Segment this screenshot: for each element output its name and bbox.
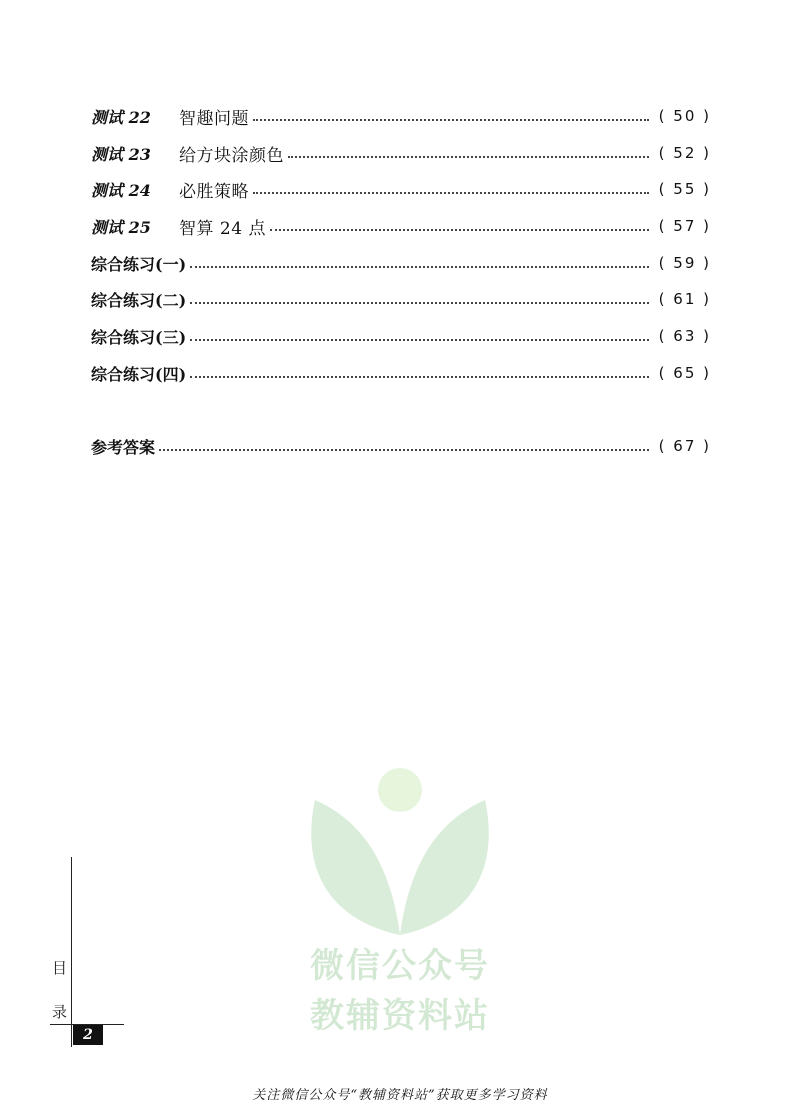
toc-entry-label: 测试 22	[91, 107, 151, 127]
toc-entry-page: ( 50 )	[658, 107, 711, 125]
dot-leader	[159, 449, 649, 451]
toc-entry[interactable]	[91, 247, 711, 279]
toc-entry[interactable]	[91, 283, 711, 315]
toc-entry[interactable]	[91, 137, 711, 169]
dot-leader	[253, 192, 649, 194]
toc-entry-label: 综合练习(三)	[91, 327, 187, 347]
toc-entry[interactable]	[91, 173, 711, 205]
toc-entry-title: 智算 24 点	[179, 218, 266, 239]
toc-entry-page: ( 65 )	[658, 364, 711, 382]
toc-entry-label: 综合练习(一)	[91, 254, 187, 274]
toc-entry-page: ( 61 )	[658, 290, 711, 308]
dot-leader	[190, 339, 649, 341]
side-label-bottom: 录	[52, 1003, 68, 1021]
toc-entry-label: 参考答案	[91, 437, 156, 457]
page-number: 2	[73, 1025, 103, 1045]
toc-entry-label: 测试 24	[91, 180, 151, 200]
toc-entry-label: 综合练习(四)	[91, 364, 187, 384]
toc-entry-page: ( 57 )	[658, 217, 711, 235]
toc-entry-page: ( 55 )	[658, 180, 711, 198]
toc-entry[interactable]	[91, 430, 711, 462]
toc-entry-label: 测试 25	[91, 217, 151, 237]
margin-rule-vertical	[71, 857, 72, 1047]
side-label-top: 目	[52, 959, 68, 977]
toc-entry-page: ( 63 )	[658, 327, 711, 345]
dot-leader	[190, 302, 649, 304]
watermark-line-1: 微信公众号	[310, 946, 490, 986]
dot-leader	[253, 119, 649, 121]
toc-entry[interactable]	[91, 320, 711, 352]
dot-leader	[288, 156, 649, 158]
dot-leader	[190, 266, 649, 268]
dot-leader	[190, 376, 649, 378]
toc-entry-title: 必胜策略	[179, 181, 249, 202]
toc-entry[interactable]	[91, 210, 711, 242]
toc-entry[interactable]	[91, 100, 711, 132]
toc-entry-page: ( 67 )	[658, 437, 711, 455]
watermark	[290, 760, 510, 1050]
dot-leader	[270, 229, 649, 231]
watermark-line-2: 教辅资料站	[310, 996, 490, 1036]
toc-entry-page: ( 52 )	[658, 144, 711, 162]
footer-note: 关注微信公众号“教辅资料站”获取更多学习资料	[252, 1088, 548, 1103]
sprout-logo-icon	[290, 760, 510, 940]
toc-entry-title: 智趣问题	[179, 108, 249, 129]
toc-entry[interactable]	[91, 357, 711, 389]
toc-entry-label: 综合练习(二)	[91, 290, 187, 310]
toc-entry-label: 测试 23	[91, 144, 151, 164]
toc-entry-title: 给方块涂颜色	[179, 145, 284, 166]
toc-entry-page: ( 59 )	[658, 254, 711, 272]
